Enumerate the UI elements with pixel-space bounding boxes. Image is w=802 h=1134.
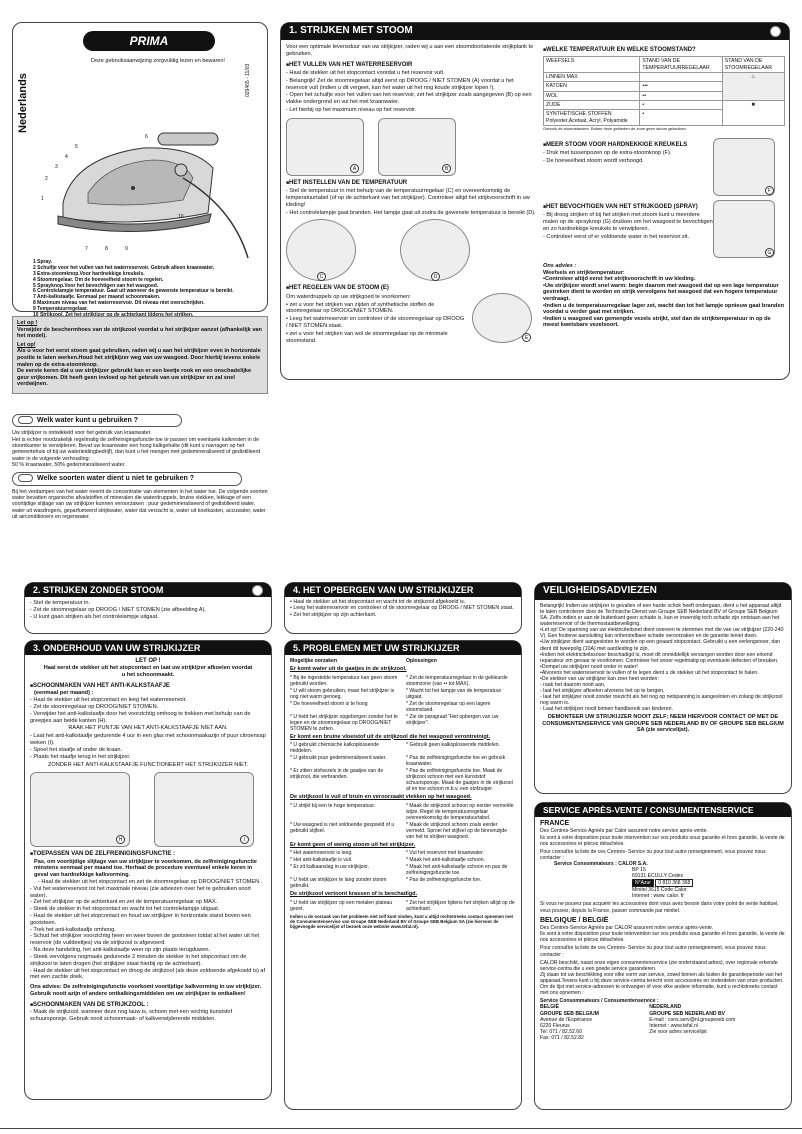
problem-row [290,822,516,840]
s2-step: - U kunt gaan strijken als het controlelampje uitgaat. [30,613,159,620]
problem-row [290,701,516,713]
service-title: SERVICE APRÈS-VENTE / CONSUMENTENSERVICE [543,804,754,815]
safety-item: • Uw strijkijzer dient aangesloten te worden op een geaard stopcontact. Gebruikt u een verlengsnoer, dan dient dit tweepolig (10A) met aardleiding te zijn. [540,639,786,651]
safety-item: • Let op! De spanning van uw elektriciteitsnet dient overeen te stemmen met die van uw strijkijzer (220-240 V). Een foutieve aansluiting kan onherstelbare schade veroorzaken en de garantie teniet doen. [540,627,786,639]
safety-sub: - laat het strijkijzer nooit zonder toezicht als het nog op netspanning is aangesloten en zolang de strijkzool nog warm is. [540,694,783,707]
fr-phone-row [632,879,786,887]
document-code: 029465 - 11/03 [245,63,251,97]
safety-header [535,583,791,600]
section-5-title: 5. PROBLEMEN MET UW STRIJKIJZER [293,642,460,653]
safety-panel [534,582,792,794]
anti-calc-heading: ■ SCHOONMAKEN VAN HET ANTI-KALKSTAAFJE [30,683,266,690]
part-number-3: 3 [55,164,58,170]
spray-block [543,200,785,258]
tip-item: • Uw strijkijzer wordt snel warm: begin daarom met wasgoed dat op een lage temperatuur gestreken dient te worden en strijk vervolgens het wasgoed dat een hogere temperatuur verdraagt. [543,283,785,303]
section-4-header [285,583,521,597]
part-number-5: 5 [75,144,78,150]
problem-row [290,803,516,821]
problem-heading: Er komt geen of weinig stoom uit het strijkijzer. [290,841,416,848]
more-steam-heading: ■ MEER STOOM VOOR HARDNEKKIGE KREUKELS [543,142,713,149]
spray-step: - Bij droog strijken of bij het strijken met stoom kunt u meerdere malen op de sprayknop (G) drukken om het wasgoed te bevochtigen en zo hardnekkige kreukels te verwijderen. [543,212,713,232]
section-2-title: 2. STRIJKEN ZONDER STOOM [33,584,164,595]
fr-city: 69131 ECULLY Cedex [632,873,684,880]
problem-solution: * Maak de strijkzool schoon zoals eerder vermeld. Sproei het stijfsel op de binnenzijde van het te strijken wasgoed. [406,822,516,840]
sc-step: - Zet het strijkijzer op de achterkant en zet de temperatuurregelaar op MAX. [30,899,218,906]
problem-row [290,755,516,767]
problem-solution: * Zet de temperatuurregelaar in de gekleurde stoomzone (van •• tot MAX). [406,675,516,687]
temp-step: - Stel de temperatuur in met behulp van de temperatuurregelaar (C) en overeenkomstig de temperatuurtabel (of op de achterkant van het strijkijzer). Controleer altijd het strijkvoorschrift in uw kleding! [286,188,530,208]
section-2-body [25,597,271,623]
tag-c: C [317,272,326,281]
bottom-rule [0,1128,802,1129]
contact-belgium: BELGIË GROUPE SEB BELGIUM Avenue de l'Espérance 6220 Fleurus Tel: 071 / 82.52.60 Fax: 071 / 82.52.82 [540,1004,599,1041]
warning-text-3: De eerste keren dat u uw strijkijzer gebruikt kan er een beetje rook en een onschadelijke geur vrijkomen. Dit heeft geen invloed op het gebruik van uw strijkijzer en zal snel verdwijnen. [17,368,252,388]
self-clean-intro: Pas, om voortijdige slijtage van uw strijkijzer te voorkomen, de zelfreinigingsfunctie minstens eenmaal per maand toe. Herhaal de procedure eventueel enkele keren in geval van hardnekkige kalkvorming. [34,858,257,879]
problem-heading: De strijkzool is vuil of bruin en veroorzaakt vlekken op het wasgoed. [290,794,472,801]
problem-cause: * U hebt het strijkijzer opgeborgen zonder het te legen en de stoomregelaar op DROOG/NIET STOMEN te zetten. [290,714,400,732]
safety-sub: - Laat het strijkijzer nooit binnen handbereik van kinderen. [540,706,673,713]
problem-solution: * Maak de strijkzool schoon op eerder vermelde wijze. Regel de temperatuurregelaar overeenkomstig de temperatuurtabel. [406,803,516,821]
ak-step: - Verwijder het anti-kalkstaafje door het voorzichtig omhoog te trekken met behulp van de greepjes aan beide kanten (H). [30,710,251,724]
illustration-b [378,118,456,176]
tips-heading: Ons advies : [543,262,577,269]
tips-sub: Weefsels en strijktemperatuur: [543,269,625,276]
belgium-heading: BELGIQUE / BELGIË [540,916,609,924]
more-step: - Druk met tussenpozen op de extra-stoomknop (F). [543,150,672,157]
s3-warn-text: Haal eerst de stekker uit het stopcontact en laat uw strijkijzer afkoelen voordat u het schoonmaakt. [43,665,253,679]
tag-h: H [116,835,125,844]
water-text: Bij het verdampen van het water neemt de concentratie van elementen in het water toe. De volgende soorten water bevatten organische afvalstoffen of mineralen die waterdruppels, bruine vlekken, lekkage of een voortijdige slijtage van uw strijkijzer kunnen veroorzaken : puur gedemineraliseerd of gedistilleerd water, water uit wasdrogers, geparfumeerd strijkwater, water dat verzacht is, water uit koelkasten, accuwater, water uit airconditioners en regenwater. [12,488,268,520]
fr-web: Internet : www. calor. fr [632,893,684,900]
problem-cause: * Uw wasgoed is niet voldoende gespoeld of u gebruikt stijfsel. [290,822,400,840]
service-panel [534,802,792,1110]
part-item: 3 Extra-stoomknop.Voor hardnekkige kreukels. [33,270,145,277]
problem-row [290,864,516,876]
warning-text-1: Verwijder de beschermhoes van de strijkzool voordat u het strijkijzer aanzet (afhankelijk van het model). [17,326,262,340]
table-row: WOL •• [544,91,785,100]
problem-cause: * U gebruikt puur gedemineraliseerd water. [290,755,400,767]
safety-item: • De stekker van uw strijkijzer kan zeer heet worden: [540,676,786,682]
problem-cause: * U gebruikt chemische kalkoplossende middelen. [290,742,400,754]
sole-text: - Maak de strijkzool, wanneer deze nog lauw is, schoon met een vochtig kunststof schuursponsje. Gebruik nooit schoonmaak- of kalkverwijderende middelen. [30,1009,233,1022]
no-drop-icon [18,474,33,482]
safety-title: VEILIGHEIDSADVIEZEN [543,585,657,597]
problem-cause: * Het waterreservoir is leeg. [290,850,400,856]
col-temp: STAND VAN DE TEMPERATUURREGELAAR [640,57,722,73]
water-text: Het is echter noodzakelijk regelmatig de zelfreinigingsfunctie toe te passen om eventuele kalkresten in de stoomkamer te verwijderen. Bevat uw kraanwater een hoog kalkgehalte (dit kunt u navragen op het gemeentehuis of bij uw waterleidingbedrijf), dan kunt u het mengen met gedemineraliseerd of gedistilleerd water in de volgende verhouding: [12,436,261,462]
tag-g: G [765,248,774,257]
part-number-8: 8 [105,246,108,252]
contact-columns [540,1004,786,1041]
part-number-1: 1 [41,196,44,202]
part-item: 1 Spray. [33,259,53,265]
fr-address [632,867,786,899]
part-number-2: 2 [45,176,48,182]
table-row: SYNTHETISCHE STOFFEN Polyester,Acetaat, Acryl, Polyamide • [544,110,785,126]
safety-body [535,600,791,737]
fr-minitel: Minitel 3615 Code Calor [632,887,687,894]
sc-step: - Haal de stekker uit het stopcontact en houd uw strijkijzer in horizontale stand boven een gootsteen. [30,913,251,926]
safety-item: • Indien het elektriciteitssnoer beschadigd is, moet dit onmiddellijk vervangen worden door een erkend reparateur om gevaar te voorkomen. Controleer het snoer regelmatig op eventuele defecten of breuken. [540,652,786,664]
brand-banner [83,31,215,51]
table-row: LINNEN MAX ♨ [544,73,785,82]
fr-bp: BP 15 [632,867,646,874]
contact-nederland: NEDERLAND GROUPE SEB NEDERLAND BV E-mail : cons.serv@nl.groupeseb.com Internet : www.tefal.nl Zie voor adres servicelijst [649,1004,736,1035]
language-label: Nederlands [17,73,29,133]
sc-step: - Trek het anti-kalkstaafje omhoog. [30,926,116,933]
problem-cause: * U strijkt bij een te hoge temperatuur. [290,803,400,821]
problem-heading: Er komt water uit de gaatjes in de strijkzool. [290,666,407,672]
part-item: 6 Controlelampje temperatuur. Gaat uit wanneer de gewenste temperatuur is bereikt. [33,288,234,295]
fill-step: - Let hierbij op het maximum niveau op het reservoir. [286,107,417,113]
fr-text: Si vous ne pouvez pas acquérir les accessoires dont vous avez besoin dans votre point de vente habituel, vous pouvez, depuis la France, passer commande par minitel. [540,901,779,914]
steam-icon [770,26,781,37]
problem-cause: * U hebt uw strijkijzer te lang zonder stoom gebruikt. [290,877,400,889]
section-5-body [285,655,521,931]
fill-heading: ■ HET VULLEN VAN HET WATERRESERVOIR [286,62,536,69]
ak-warning: RAAK HET PUNTJE VAN HET ANTI-KALKSTAAFJE NIET AAN. [68,725,228,732]
illustration-i [154,772,254,847]
temperature-table [543,56,785,126]
france-heading: FRANCE [540,820,570,827]
fill-step: - Belangrijk! Zet de stoomregelaar altijd eerst op DROOG / NIET STOMEN (A) voordat u het reservoir vult (indien u dit vergeet, kan het water uit het nog koude strijkijzer lopen !). [286,77,514,91]
tag-i: I [240,835,249,844]
tip-item: • Indien u de temperatuurregelaar lager zet, wacht dan tot het lampje opnieuw gaat branden voordat u verder gaat met strijken. [543,303,785,316]
sc-step: - Haal de stekker uit het stopcontact en zet de stoomregelaar op DROOG/NIET STOMEN . [38,878,263,885]
problem-cause: * Er zitten stofvezels in de gaatjes van de strijkzool, die verbranden. [290,768,400,792]
safety-sub: - laat het strijkijzer afkoelen alvorens het op te bergen, [540,688,665,695]
section-1-right [543,47,785,329]
s4-step: • Zet het strijkijzer op zijn achterkant. [290,611,377,618]
water-heading-2: Welke soorten water dient u niet te gebruiken ? [12,472,242,485]
parts-list [33,260,258,319]
section-3-body [25,655,271,1026]
section-3-title: 3. ONDERHOUD VAN UW STRIJKIJZER [33,642,201,653]
steam-step: • zet u voor het strijken van wol de stoomregelaar op de minimale stoomstand. [286,330,448,344]
problem-cause: * U hebt uw strijkijzer op een metalen plateau gezet. [290,900,400,912]
problem-heading: Er komt een bruine vloeistof uit de strijkzool die het wasgoed verontreinigt. [290,733,491,740]
section-1-title: 1. STRIJKEN MET STOOM [289,25,413,37]
iron-illustration [33,118,263,263]
temp-heading: ■ HET INSTELLEN VAN DE TEMPERATUUR [286,180,536,187]
warning-box [12,316,268,394]
sole-heading: ■ SCHOONMAKEN VAN DE STRIJKZOOL : [30,1002,266,1009]
ak-step: - Zet de stoomregelaar op DROOG/NIET STOMEN. [30,703,159,710]
be-service-label: Service Consommateurs / Consumentenservice : [540,998,659,1005]
fr-service-label: Service Consommateurs : CALOR S.A. [554,860,648,867]
table-row: ZIJDE • ✖ [544,101,785,110]
tag-e: E [522,333,531,342]
part-item: 9 Temperatuurregelaar. [33,306,88,313]
be-text: Ils sont à votre disposition pour toute intervention sur vos produits sous garantie et hors garantie, la vente de nos accessoires et pièces détachées. [540,931,785,944]
table-note: Gebruik de stoomstanden. Buiten deze gebieden de zone geen stoom gebruiken. [543,126,687,132]
illustration-f [713,138,775,196]
tip-item: • Indien u wasgoed van gemengde vezels strijkt, stel dan de strijktemperatuur in op de meest kwetsbare vezelsoort. [543,316,785,329]
safety-intro: Belangrijk! Indien uw strijkijzer is gevallen of een harde schok heeft ondergaan, dient u het apparaat altijd te laten controleren door de Technische Dienst van Groupe SEB Nederland BV of Groupe SEB Belgium SA. Zelfs indien er aan de buitenkant geen schade is, kan er inwendig toch schade zijn ontstaan aan het waterreservoir of de thermostaatbeveiliging. [540,603,782,628]
warning-label-2: Let op! [17,341,36,348]
problem-solution: * Maak het anti-kalkstaafje schoon. [406,857,516,863]
s2-step: - Zet de stoomregelaar op DROOG / NIET STOMEN (zie afbeelding A). [30,606,207,613]
safety-sub: - raak het daarom nooit aan, [540,682,606,689]
illustration-h [30,772,130,847]
problem-cause: * De hoeveelheid stoom is te hoog [290,701,400,713]
illustration-a [286,118,364,176]
fr-text: Ils sont à votre disposition pour toute intervention sur vos produits sous garantie et hors garantie, la vente de nos accessoires et pièces détachées. [540,834,785,847]
ak-illustrations [30,772,266,847]
part-item: 2 Schuifje voor het vullen van het waterreservoir. Gebruik alleen kraanwater. [33,264,215,271]
problem-row [290,675,516,687]
table-row: KATOEN ••• [544,82,785,91]
be-text: Pour connaître la liste de ces Centres- Service ou pour tout autre renseignement, vous pouvez nous contacter : [540,945,766,958]
tag-b: B [442,164,451,173]
ak-step: - Haal de stekker uit het stopcontact en leeg het waterreservoir. [30,697,187,704]
fr-text: Des Centres-Service Agréés par Calor assurent notre service après-vente. [540,828,708,835]
sc-step: - Schud het strijkijzer voorzichtig heen en weer boven de gootsteen totdat al het water uit het reservoir (de vuildeeltjes) via de strijkzool is afgevoerd. [30,933,260,947]
problems-list [290,666,516,912]
safety-item: • Dompel uw strijkijzer nooit onder in water! [540,664,786,670]
service-header [535,803,791,817]
illustration-e [472,293,532,343]
part-item: 4 Stoomregelaar. Om de hoeveelheid stoom te regelen. [33,276,164,283]
tag-d: D [431,272,440,281]
problem-cause: * U wilt stoom gebruiken, maar het strijkijzer is nog niet warm genoeg. [290,688,400,700]
problem-heading: De strijkzool vertoont krassen of is beschadigd. [290,891,418,898]
section-4-body [285,597,521,620]
part-item: 8 Maximum niveau van het waterreservoir. Dit niveau niet overschrijden. [33,300,205,307]
s4-step: • Haal de stekker uit het stopcontact en wacht tot de strijkzool afgekoeld is. [290,599,466,605]
cover-panel [12,22,268,312]
section-4-panel [284,582,522,634]
part-number-6: 6 [145,134,148,140]
fill-illustrations [286,118,536,176]
tip-item: • Controleer altijd eerst het strijkvoorschrift in uw kleding. [543,276,785,283]
safety-end: DEMONTEER UW STRIJKIJZER NOOIT ZELF; NEEM HIERVOOR CONTACT OP MET DE CONSUMENTENSERVICE VAN GROUPE SEB NEDERLAND BV OF GROUPE SEB BELGIUM SA (zie servicelijst). [542,714,784,734]
drop-icon [18,416,33,424]
problem-row [290,850,516,856]
temp-illustrations [286,219,536,281]
be-text: Des Centres-Service Agréés par CALOR assurent notre service après-vente. [540,925,714,932]
brand-name: PRIMA [129,34,169,48]
steam-step: • zet u voor het strijken van zijden of synthetische stoffen de stoomregelaar op DROOG/NIET STOMEN. [286,301,435,315]
sc-step: - Steek vervolgens nogmaals gedurende 2 minuten de stekker in het stopcontact om de strijkzool te laten drogen (het strijkijzer staat hierbij op de achterkant). [30,953,247,967]
temp-steam-heading: ■ WELKE TEMPERATUUR EN WELKE STOOMSTAND? [543,47,785,54]
steam-step: Om waterdruppels op uw strijkgoed te voorkomen: [286,293,411,300]
anti-calc-sub: (eenmaal per maand) : [34,690,94,697]
fr-text: Pour connaître la liste de ces Centres- Service ou pour tout autre renseignement, vous pouvez nous contacter : [540,848,766,861]
problem-cause: * Er zit kalkaanslag in uw strijkijzer. [290,864,400,876]
problem-solution: * Wacht tot het lampje van de temperatuur uitgaat. [406,688,516,700]
steam-step: • Leeg het waterreservoir en controleer of de stoomregelaar op DROOG / NIET STOMEN staat. [286,316,465,329]
section-3-panel [24,640,272,1100]
s3-advice: Ons advies: De zelfreinigingsfunctie voorkomt voortijdige kalkvorming in uw strijkijzer. Gebruik nooit azijn of andere ontkalkingsmiddelen om uw strijkijzer te ontkalken! [30,984,262,997]
tag-f: F [765,186,774,195]
warning-label-1: Let op ! [17,320,38,326]
section-2-header [25,583,271,597]
problem-row [290,688,516,700]
fr-phone: 0 810 368 368 [655,879,693,887]
ak-step: - Laat het anti-kalkstaafje gedurende 4 uur in een glas met schoonmaakazijn of puur citroensap weken (I). [30,733,266,746]
sc-step: - Na deze handeling, het anti-kalkstaafje weer op zijn plaats terugduwen. [30,947,211,954]
problem-solution: * Gebruik geen kalkoplossende middelen. [406,742,516,754]
intro-text: Deze gebruiksaanwijzing zorgvuldig lezen en bewaren! [91,58,225,64]
spray-heading: ■ HET BEVOCHTIGEN VAN HET STRIJKGOED (SPRAY) [543,204,713,211]
steam-heading: ■ HET REGELEN VAN DE STOOM (E) [286,285,536,292]
section-2-panel [24,582,272,634]
problem-solution: * Zie de paragraaf "Het opbergen van uw strijkijzer". [406,714,516,732]
ak-step: - Plaats het staafje terug in het strijkijzer. [30,753,131,760]
s2-step: - Stel de temperatuur in. [30,600,91,606]
sc-step: - Vul het waterreservoir tot het maximale niveau (zie adviezen over het te gebruiken soort water). [30,885,251,899]
col-steam: STAND VAN DE STOOMREGELAAR [722,57,784,73]
steam-block [286,293,536,346]
ak-step: - Spoel het staafje af onder de kraan. [30,746,123,753]
azur-badge: N°Azur [632,879,654,887]
part-item: 5 Sprayknop.Voor het bevochtigen van het wasgoed. [33,282,159,289]
sc-step: - Haal de stekker uit het stopcontact en droog de strijkzool (als deze voldoende afgekoeld is) af met een zachte doek. [30,967,266,981]
problem-solution: * Zet het strijkijzer tijdens het strijken altijd op de achterkant. [406,900,516,912]
part-item: 7 Anti-kalkstaafje. Eenmaal per maand schoonmaken. [33,294,161,301]
problem-row [290,900,516,912]
water-heading-1: Welk water kunt u gebruiken ? [12,414,182,427]
illustration-g [713,200,775,258]
illustration-d [400,219,470,281]
problem-solution: * Pas de zelfreinigingsfunctie toe. [406,877,516,889]
col-weefsels: WEEFSELS [544,57,640,73]
s5-footer: Indien u de oorzaak van het probleem niet zelf kunt vinden, kunt u altijd rechtstreeks contact opnemen met de Consumentenservice van Groupe SEB Nederland BV of Groupe SEB Belgium SA (zie hiervoor de bijgevoegde servicelijst of bezoek onze website www.tefal.nl). [290,913,513,930]
problem-solution: * Pas de zelfreinigingsfunctie toe. Maak de strijkzool schoon met een kunststof schuursponsje. Maak de gaatjes in de strijkzool af en toe schoon m.b.v. een stofzuiger. [406,768,516,792]
water-text: 50 % kraanwater, 50% gedemineraliseerd water. [12,461,126,468]
problem-row [290,714,516,732]
problem-cause: * Het anti-kalkstaafje is vuil. [290,857,400,863]
part-number-7: 7 [85,246,88,252]
no-steam-icon [252,585,263,596]
fill-step: - Open het schuifje voor het vullen van het reservoir, zet het strijkijzer zoals aangegeven (B) op een vlakke ondergrond en vul het met kraanwater. [286,92,532,106]
section-4-title: 4. HET OPBERGEN VAN UW STRIJKIJZER [293,584,474,595]
section-5-panel [284,640,522,1110]
section-5-header [285,641,521,655]
more-step: - De hoeveelheid stoom wordt verhoogd. [543,158,644,165]
s4-step: • Leeg het waterreservoir en controleer of de stoomregelaar op DROOG / NIET STOMEN staat. [290,605,514,612]
s5-column-headers: Mogelijke oorzaken Oplossingen [290,658,437,664]
s3-warn-heading: LET OP ! [135,658,161,664]
problem-cause: * Bij de ingestelde temperatuur kan geen stoom gebruikt worden. [290,675,400,687]
part-number-9: 9 [125,246,128,252]
section-1-panel [280,22,790,380]
sc-step: - Steek de stekker in het stopcontact en wacht tot het controlelampje uitgaat. [30,906,220,913]
more-steam-block [543,138,785,196]
problem-row [290,877,516,889]
be-text: CALOR beschikt, naast onze eigen consumentenservice (zie onderstaand adres), over regionale erkende service-centra die u een goede service garanderen. [540,959,778,972]
section-1-left [286,43,536,345]
temp-step: - Het controlelampje gaat branden. Het lampje gaat uit zodra de gewenste temperatuur is bereikt (D). [286,209,536,216]
problem-solution: * Pas de zelfreinigingsfunctie toe en gebruik kraanwater. [406,755,516,767]
be-text: Zij staan tot uw beschikking voor elke vorm van service, zowel binnen als buiten de garantieperiode van het apparaat.Tevens kunt u bij deze service-centra terecht voor accessoires en onderdelen van onze producten. Om de lijst met service-adressen te ontvangen of voor elke andere informatie, kunt u rechtstreeks contact met ons opnemen : [540,971,784,997]
problem-row [290,857,516,863]
ak-end: ZONDER HET ANTI-KALKSTAAFJE FUNCTIONEERT HET STRIJKIJZER NIET. [48,762,248,769]
warning-text-2: Als u voor het eerst stoom gaat gebruiken, raden wij u aan het strijkijzer even in horizontale positie te laten werken.Houd het strijkijzer weg van uw wasgoed. Door hierbij tevens enkele malen op de extra-stoomknop. [17,348,261,368]
spray-step: - Controleer eerst of er voldoende water in het reservoir zit. [543,233,690,240]
part-number-4: 4 [65,154,68,160]
tag-a: A [350,164,359,173]
problem-solution: * Zet de stoomregelaar op een lagere stoomstand. [406,701,516,713]
problem-row [290,768,516,792]
safety-item: • Alvorens het waterreservoir te vullen of te legen dient u de stekker uit het stopcontact te halen. [540,670,786,676]
self-clean-heading: ■ TOEPASSEN VAN DE ZELFREINIGINGSFUNCTIE : [30,851,266,858]
section-3-header [25,641,271,655]
part-number-10: 10 [178,214,184,220]
problem-solution: * Maak het anti-kalkstaafje schoon en pas de zelfreinigingsfunctie toe. [406,864,516,876]
section-1-header [281,23,789,40]
fill-step: - Haal de stekker uit het stopcontact voordat u het reservoir vult. [286,69,445,76]
water-text: Uw strijkijzer is ontwikkeld voor het gebruik van kraanwater. [12,430,152,437]
service-body [535,817,791,1044]
problem-row [290,742,516,754]
tips-block [543,263,785,329]
problem-solution: * Vul het reservoir met kraanwater. [406,850,516,856]
water-info [12,414,268,584]
illustration-c [286,219,356,281]
s1-intro: Voor een optimale levensduur van uw strijkijzer, raden wij u aan een stoomdoorlatende strijkplank te gebruiken. [286,44,534,57]
